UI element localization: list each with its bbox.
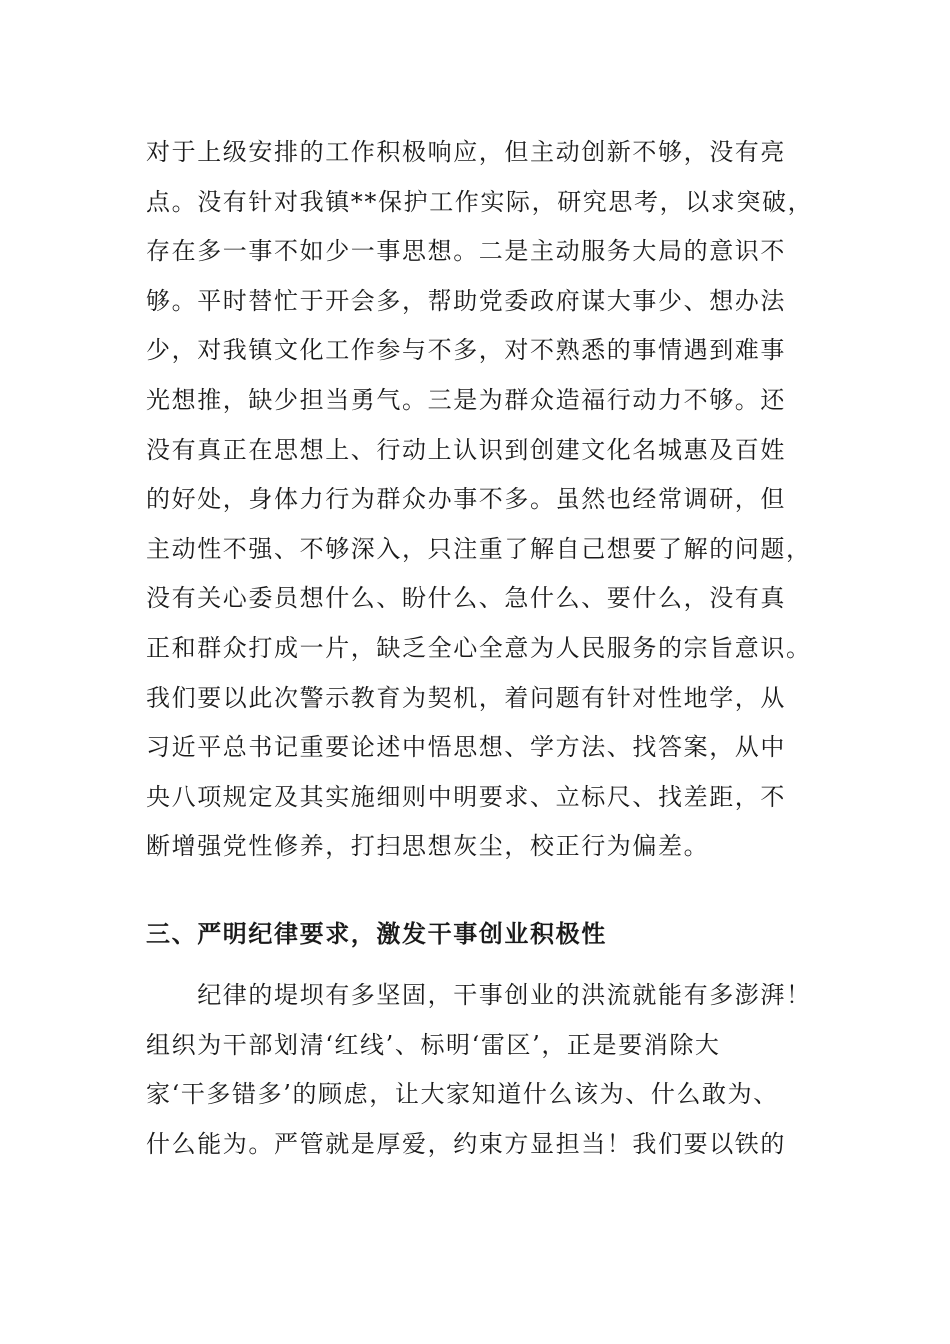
text-line: 光想推，缺少担当勇气。三是为群众造福行动力不够。还 [146,385,786,414]
text-line: 习近平总书记重要论述中悟思想、学方法、找答案，从中 [146,733,786,762]
text-line: 点。没有针对我镇**保护工作实际，研究思考，以求突破， [146,187,814,216]
text-line: 央八项规定及其实施细则中明要求、立标尺、找差距，不 [146,782,786,811]
text-line: 够。平时替忙于开会多，帮助党委政府谋大事少、想办法 [146,286,786,315]
text-line: 正和群众打成一片，缺乏全心全意为人民服务的宗旨意识。 [146,633,812,662]
text-line: 我们要以此次警示教育为契机，着问题有针对性地学，从 [146,683,786,712]
body-paragraph-1 [146,128,814,872]
text-line: 纪律的堤坝有多坚固，干事创业的洪流就能有多澎湃！ [146,981,812,1009]
text-line: 断增强党性修养，打扫思想灰尘，校正行为偏差。 [146,832,710,861]
text-line: 没有真正在思想上、行动上认识到创建文化名城惠及百姓 [146,435,786,464]
text-line: 的好处，身体力行为群众办事不多。虽然也经常调研，但 [146,485,786,514]
text-line: 存在多一事不如少一事思想。二是主动服务大局的意识不 [146,237,786,266]
text-line: 组织为干部划清‘红线’、标明‘雷区’，正是要消除大 [146,1030,721,1059]
text-line: 对于上级安排的工作积极响应，但主动创新不够，没有亮 [146,138,786,166]
text-line: 没有关心委员想什么、盼什么、急什么、要什么，没有真 [146,584,786,613]
text-line: 家‘干多错多’的顾虑，让大家知道什么该为、什么敢为、 [146,1080,779,1109]
text-line: 主动性不强、不够深入，只注重了解自己想要了解的问题， [146,534,812,563]
text-line: 少，对我镇文化工作参与不多，对不熟悉的事情遇到难事 [146,336,786,365]
text-line: 什么能为。严管就是厚爱，约束方显担当！我们要以铁的 [146,1129,786,1158]
section-heading: 三、严明纪律要求，激发干事创业积极性 [146,919,607,948]
body-paragraph-2 [146,971,812,1169]
